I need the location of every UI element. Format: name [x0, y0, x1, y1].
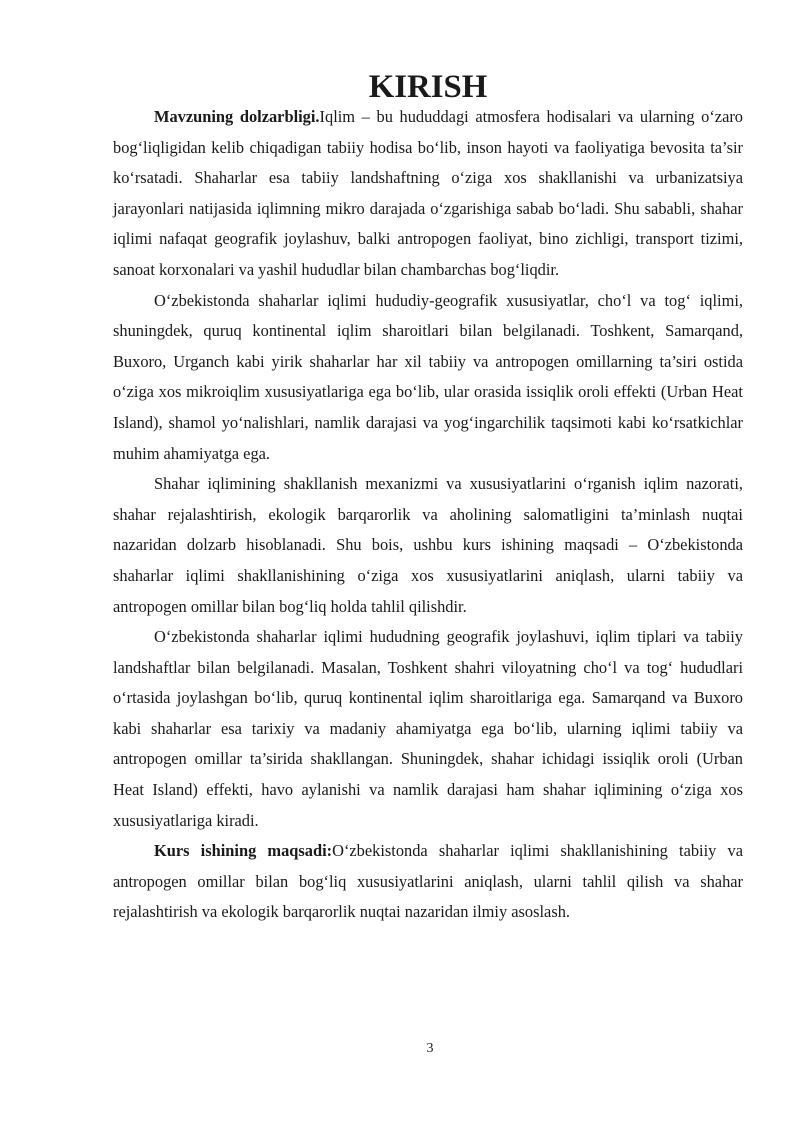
paragraph-goal	[113, 836, 743, 928]
page-number: 3	[426, 1041, 434, 1056]
paragraph-text: Shahar iqlimining shakllanish mexanizmi va xususiyatlarini o‘rganish iqlim nazorati, shahar rejalashtirish, ekologik barqarorlik va aholining salomatligini ta’minlash nuqtai nazaridan dolzarb hisoblanadi. Shu bois, ushbu kurs ishining maqsadi – O‘zbekistonda shaharlar iqlimi shakllanishining o‘ziga xos xususiyatlarini aniqlash, ularni tabiiy va antropogen omillar bilan bog‘liq holda tahlil qilishdir.	[113, 474, 743, 616]
paragraph-study-importance	[113, 469, 743, 622]
paragraph-text: O‘zbekistonda shaharlar iqlimi shakllanishining tabiiy va antropogen omillar bilan bog‘liq xususiyatlarini aniqlash, ularni tahlil qilish va shahar rejalashtirish va ekologik barqarorlik nuqtai nazaridan ilmiy asoslash.	[113, 841, 743, 922]
paragraph-relevance	[113, 102, 743, 286]
document-page	[113, 69, 744, 928]
section-title: KIRISH	[368, 69, 488, 105]
paragraph-lead: Kurs ishining maqsadi:	[154, 841, 333, 861]
paragraph-text: O‘zbekistonda shaharlar iqlimi hududiy-geografik xususiyatlar, cho‘l va tog‘ iqlimi, shuningdek, quruq kontinental iqlim sharoitlari bilan belgilanadi. Toshkent, Samarqand, Buxoro, Urganch kabi yirik shaharlar har xil tabiiy va antropogen omillarning ta’siri ostida o‘ziga xos mikroiqlim xususiyatlariga ega bo‘lib, ular orasida issiqlik oroli effekti (Urban Heat Island), shamol yo‘nalishlari, namlik darajasi va yog‘ingarchilik taqsimoti kabi ko‘rsatkichlar muhim ahamiyatga ega.	[113, 290, 743, 463]
paragraph-lead: Mavzuning dolzarbligi.	[154, 107, 320, 126]
paragraph-uzbekistan-climate	[113, 286, 743, 470]
paragraph-geography	[113, 622, 743, 836]
paragraph-text: Iqlim – bu hududdagi atmosfera hodisalari va ularning o‘zaro bog‘liqligidan kelib chiqadigan tabiiy hodisa bo‘lib, inson hayoti va faoliyatiga bevosita ta’sir ko‘rsatadi. Shaharlar esa tabiiy landshaftning o‘ziga xos shakllanishi va urbanizatsiya jarayonlari natijasida iqlimning mikro darajada o‘zgarishiga sabab bo‘ladi. Shu sababli, shahar iqlimi nafaqat geografik joylashuv, balki antropogen faoliyat, bino zichligi, transport tizimi, sanoat korxonalari va yashil hududlar bilan chambarchas bog‘liqdir.	[113, 107, 744, 279]
paragraph-text: O‘zbekistonda shaharlar iqlimi hududning geografik joylashuvi, iqlim tiplari va tabiiy landshaftlar bilan belgilanadi. Masalan, Toshkent shahri viloyatning cho‘l va tog‘ hududlari o‘rtasida joylashgan bo‘lib, quruq kontinental iqlim sharoitlariga ega. Samarqand va Buxoro kabi shaharlar esa tarixiy va madaniy ahamiyatga ega bo‘lib, ularning iqlimi tabiiy va antropogen omillar ta’sirida shakllangan. Shuningdek, shahar ichidagi issiqlik oroli (Urban Heat Island) effekti, havo aylanishi va namlik darajasi ham shahar iqlimining o‘ziga xos xususiyatlariga kiradi.	[113, 627, 743, 830]
